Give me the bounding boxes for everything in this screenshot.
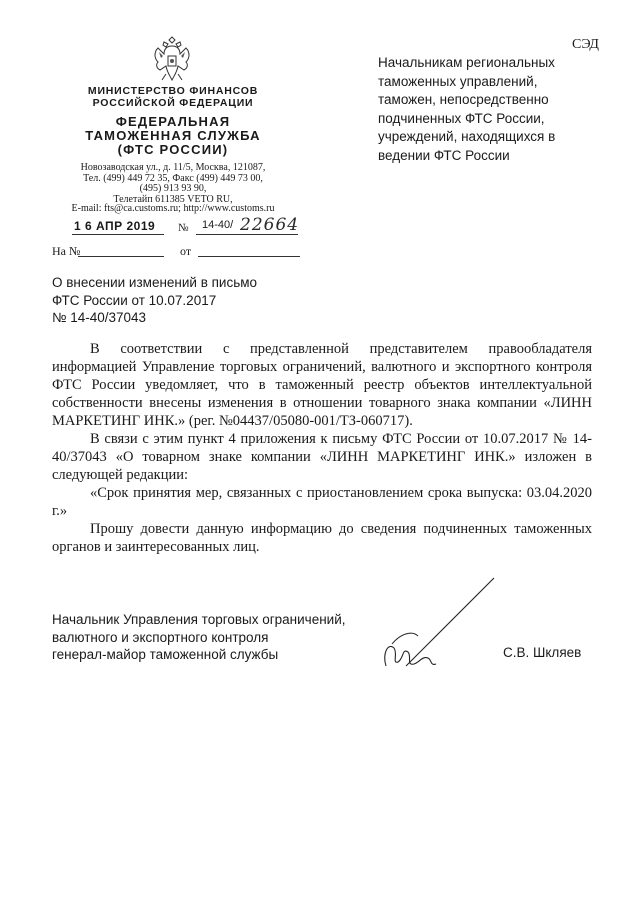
address-line: Телетайп 611385 VETO RU, [113, 193, 233, 205]
addressee-line: учреждений, находящихся в [378, 129, 556, 144]
signatory-name: С.В. Шкляев [503, 645, 582, 660]
address-line: (495) 913 93 90, [139, 183, 207, 194]
number-underline [196, 234, 298, 235]
addressee-line: Начальникам региональных [378, 55, 555, 70]
ref-number-underline [78, 256, 164, 257]
ministry-line: РОССИЙСКОЙ ФЕДЕРАЦИИ [92, 97, 254, 109]
date-underline [72, 234, 164, 235]
sed-mark: СЭД [572, 37, 599, 52]
address-line: Новозаводская ул., д. 11/5, Москва, 121087, [80, 162, 266, 173]
address-block [48, 163, 298, 205]
addressee-line: таможенных управлений, [378, 73, 538, 89]
subject-line: ФТС России от 10.07.2017 [52, 292, 217, 308]
address-line: Тел. (499) 449 72 35, Факс (499) 449 73 00, [83, 172, 263, 184]
service-name [48, 115, 298, 157]
ref-date-underline [198, 256, 300, 257]
body-paragraph: В связи с этим пункт 4 приложения к письму ФТС России от 10.07.2017 № 14-40/37043 «О товарном знаке компании «ЛИНН МАРКЕТИНГ ИНК.» изложен в следующей редакции: [52, 431, 592, 483]
service-line: ФЕДЕРАЛЬНАЯ [115, 114, 231, 129]
subject-line: № 14-40/37043 [52, 310, 147, 325]
subject-block [52, 274, 312, 327]
handwritten-signature [372, 574, 502, 674]
service-line: (ФТС РОССИИ) [117, 142, 229, 157]
addressee-line: подчиненных ФТС России, [378, 110, 545, 126]
coat-of-arms-emblem [150, 34, 194, 84]
body-paragraph: Прошу довести данную информацию до сведения подчиненных таможенных органов и заинтересованных лиц. [52, 521, 592, 555]
addressee-line: ведении ФТС России [378, 147, 510, 163]
position-line: валютного и экспортного контроля [52, 629, 269, 645]
service-line: ТАМОЖЕННАЯ СЛУЖБА [85, 128, 261, 143]
number-handwritten: 22664 [240, 215, 300, 235]
ministry-line: МИНИСТЕРСТВО ФИНАНСОВ [87, 85, 259, 97]
reference-row [52, 244, 302, 259]
ref-from-label: от [180, 244, 192, 258]
date-stamp: 1 6 АПР 2019 [74, 219, 156, 233]
body-paragraph: «Срок принятия мер, связанных с приостановлением срока выпуска: 03.04.2020 г.» [52, 485, 592, 519]
date-number-row [50, 215, 300, 237]
position-line: генерал-майор таможенной службы [52, 647, 279, 662]
body-paragraph: В соответствии с представленной представителем правообладателя информацией Управление торговых ограничений, валютного и экспортного контроля ФТС России уведомляет, что в таможенный реестр объектов интеллектуальной собственности внесены изменения в отношении товарного знака компании «ЛИНН МАРКЕТИНГ ИНК.» (рег. №04437/05080-001/ТЗ-060717). [52, 341, 592, 429]
number-label: № [178, 222, 189, 234]
subject-line: О внесении изменений в письмо [52, 275, 258, 290]
position-line: Начальник Управления торговых ограничений, [52, 612, 346, 627]
ref-label: На № [52, 244, 81, 258]
number-printed: 14-40/ [202, 219, 234, 231]
letter-body [52, 340, 592, 556]
addressee-block [378, 54, 598, 165]
signatory-position [52, 611, 392, 664]
addressee-line: таможен, непосредственно [378, 92, 549, 107]
email-line: E-mail: fts@ca.customs.ru; http://www.customs.ru [71, 203, 275, 214]
ministry-name [48, 85, 298, 109]
